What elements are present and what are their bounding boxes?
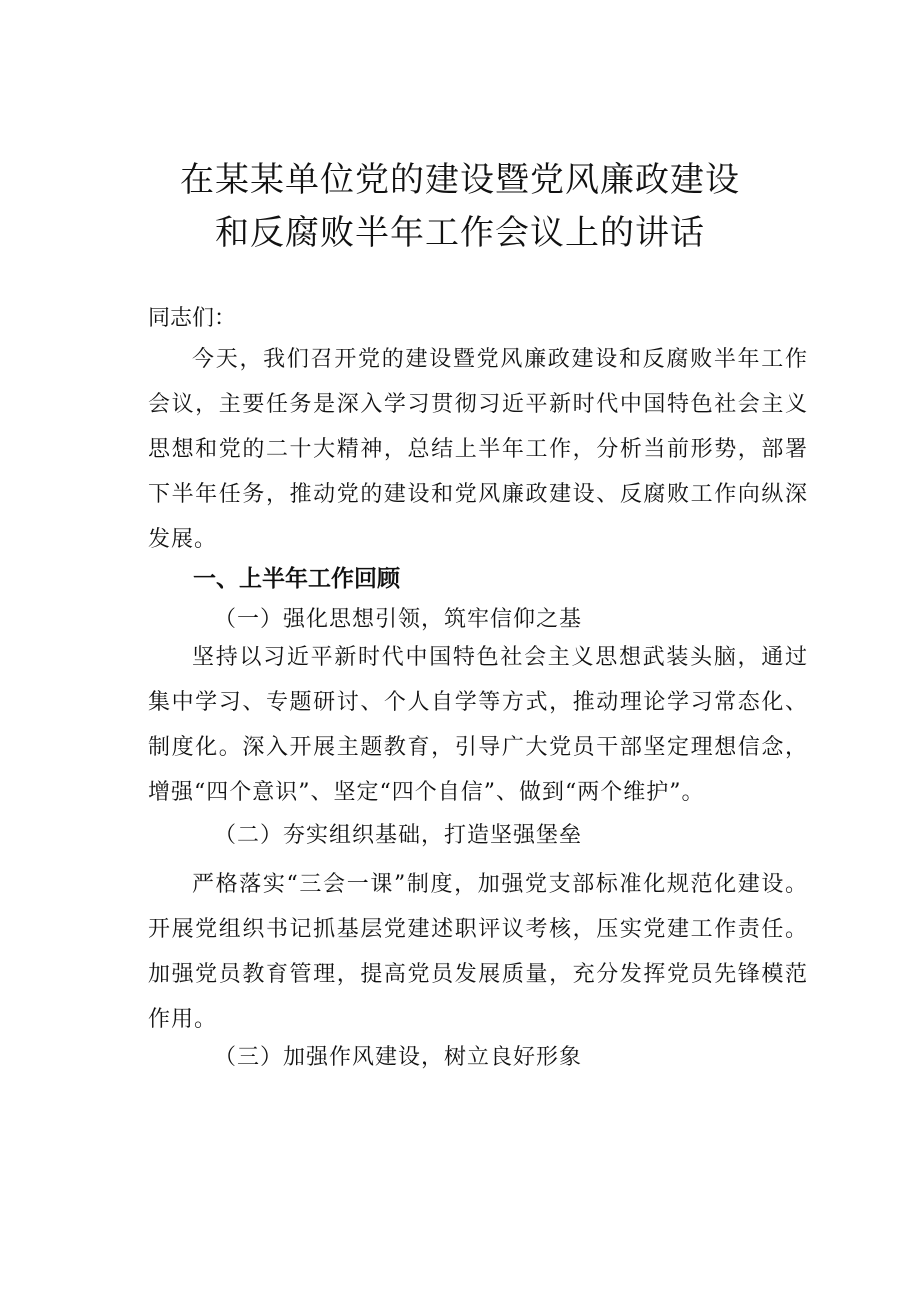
subsection-heading-1: （一）强化思想引领，筑牢信仰之基 (214, 607, 583, 632)
greeting: 同志们： (148, 306, 237, 331)
subsection-heading-3: （三）加强作风建设，树立良好形象 (214, 1045, 583, 1070)
subsection-heading-2: （二）夯实组织基础，打造坚强堡垒 (214, 823, 583, 848)
section-heading-1: 一、上半年工作回顾 (193, 566, 400, 592)
document-title-line-2: 和反腐败半年工作会议上的讲话 (215, 213, 705, 253)
subsection-body-1: 坚持以习近平新时代中国特色社会主义思想武装头脑，通过集中学习、专题研讨、个人自学等方式，推动理论学习常态化、制度化。深入开展主题教育，引导广大党员干部坚定理想信念，增强“四个意识”、坚定“四个自信”、做到“两个维护”。 (148, 645, 808, 805)
document-title-line-1: 在某某单位党的建设暨党风廉政建设 (180, 160, 740, 200)
subsection-body-2: 严格落实“三会一课”制度，加强党支部标准化规范化建设。开展党组织书记抓基层党建述职评议考核，压实党建工作责任。加强党员教育管理，提高党员发展质量，充分发挥党员先锋模范作用。 (148, 872, 808, 1032)
intro-paragraph: 今天，我们召开党的建设暨党风廉政建设和反腐败半年工作会议，主要任务是深入学习贯彻习近平新时代中国特色社会主义思想和党的二十大精神，总结上半年工作，分析当前形势，部署下半年任务，推动党的建设和党风廉政建设、反腐败工作向纵深发展。 (148, 347, 808, 552)
